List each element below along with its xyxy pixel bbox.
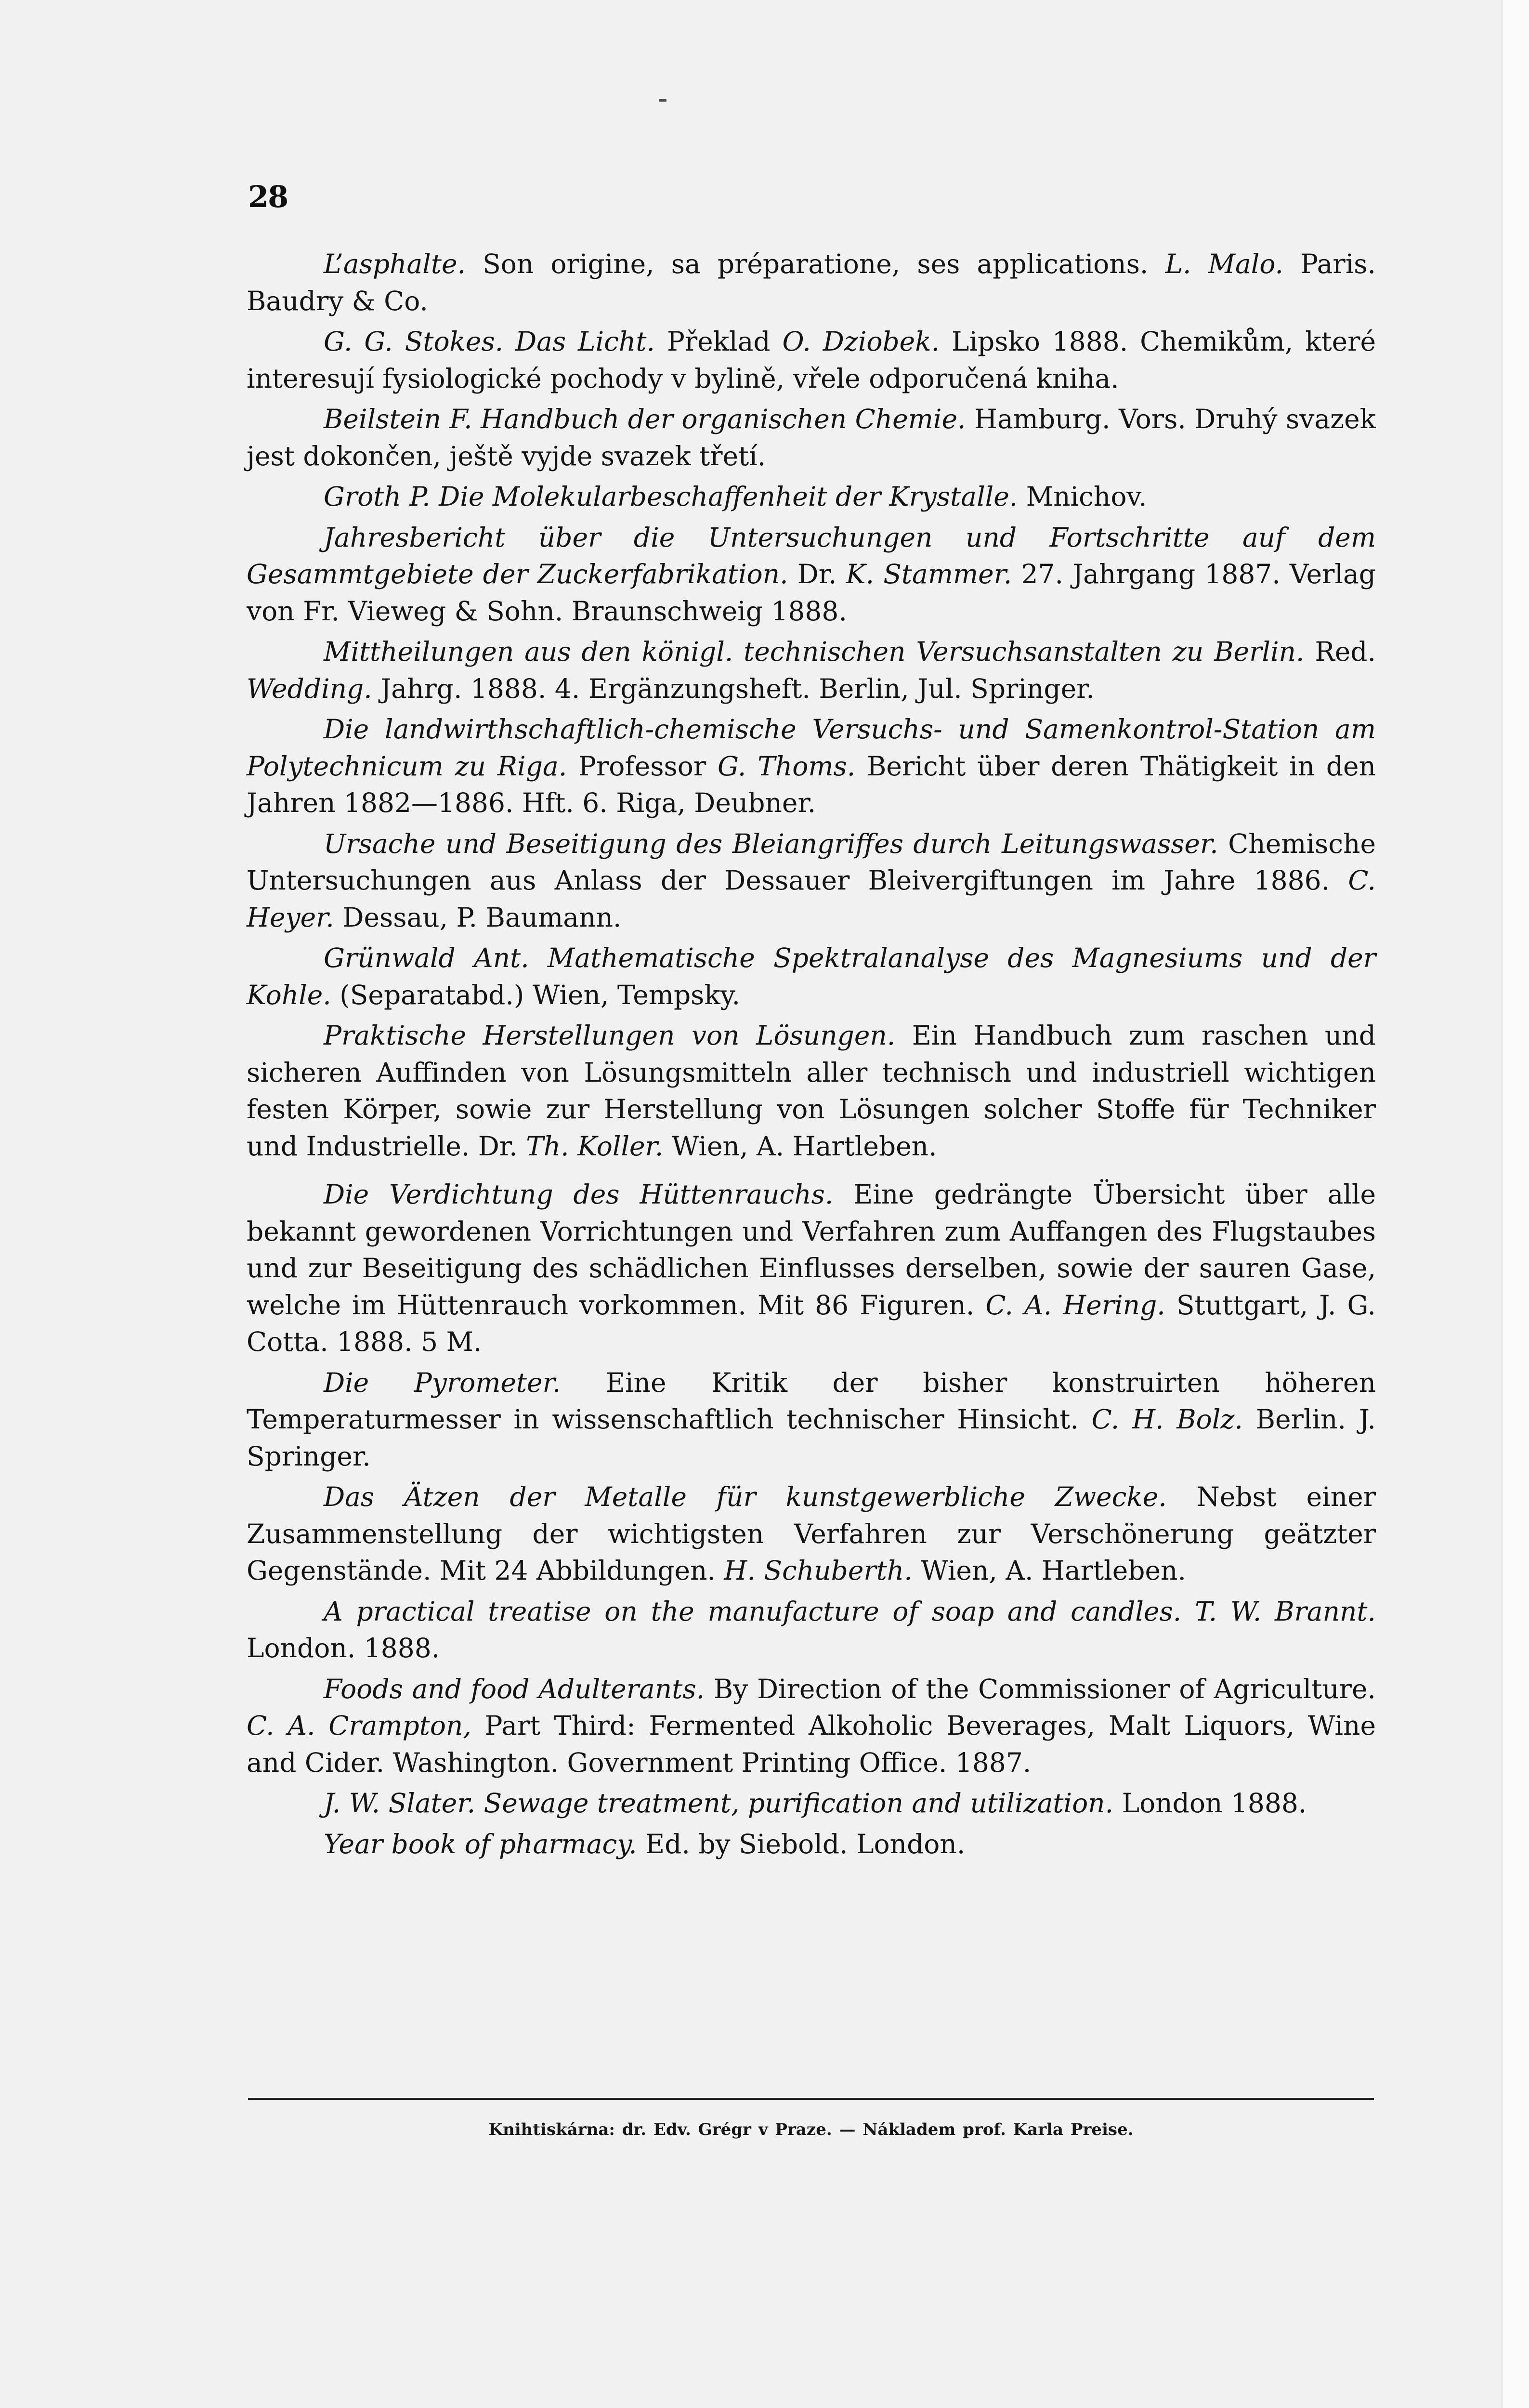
bibliography-entry xyxy=(247,1826,1376,1863)
bibliography-entry xyxy=(247,1785,1376,1822)
entry-text: Jahrg. 1888. 4. Ergänzungsheft. Berlin, Jul. Springer. xyxy=(372,673,1095,704)
entry-author: Th. Koller. xyxy=(526,1130,664,1162)
entry-title: Die landwirthschaftlich-chemische Versuchs- und Samenkontrol-Station am Polytechnicum zu Riga. xyxy=(247,714,1376,782)
entry-title: L’asphalte. xyxy=(324,249,466,279)
entry-title: Die Pyrometer. xyxy=(324,1367,561,1398)
entry-text: Nebst einer Zusammenstellung der wichtigsten Verfahren zur Verschönerung geätzter Gegenstände. Mit 24 Abbildungen. xyxy=(247,1481,1376,1586)
bibliography-entry xyxy=(247,1593,1376,1667)
entry-author: O. Dziobek. xyxy=(782,326,940,357)
entry-text: Professor xyxy=(567,750,718,782)
bibliography-entry xyxy=(247,478,1376,515)
page-number: 28 xyxy=(248,179,288,214)
entry-title: Grünwald Ant. Mathematische Spektralanalyse des Magnesiums und der Kohle. xyxy=(247,942,1376,1010)
entry-title: Beilstein F. Handbuch der organischen Chemie. xyxy=(324,404,966,434)
entry-text: Ein Handbuch zum raschen und sicheren Auffinden von Lösungsmitteln aller technisch und industriell wichtigen festen Körper, sowie zur Herstellung von Lösungen solcher Stoffe für Techniker und Industrielle. Dr. xyxy=(247,1020,1376,1162)
entry-author: K. Stammer. xyxy=(846,559,1012,589)
bibliography-entry xyxy=(247,519,1376,630)
entry-author: C. A. Hering. xyxy=(985,1289,1165,1321)
bibliography-entry xyxy=(247,401,1376,474)
entry-title: Das Ätzen der Metalle für kunstgewerbliche Zwecke. xyxy=(324,1481,1167,1512)
printer-imprint: Knihtiskárna: dr. Edv. Grégr v Praze. — Nákladem prof. Karla Preise. xyxy=(488,2120,1134,2139)
entry-title: Jahresbericht über die Untersuchungen und Fortschritte auf dem Gesammtgebiete der Zuckerfabrikation. xyxy=(247,522,1376,589)
entry-text: Dessau, P. Baumann. xyxy=(334,902,622,933)
entry-title: A practical treatise on the manufacture of soap and candles. xyxy=(324,1596,1182,1627)
entry-title: Praktische Herstellungen von Lösungen. xyxy=(324,1020,896,1051)
entry-author: G. Thoms. xyxy=(717,750,856,782)
entry-author: T. W. Brannt. xyxy=(1194,1596,1376,1627)
entry-title: Year book of pharmacy. xyxy=(324,1828,637,1859)
entry-text: (Separatabd.) Wien, Tempsky. xyxy=(331,979,740,1010)
bibliography-entry xyxy=(247,246,1376,319)
bibliography-entry xyxy=(247,825,1376,936)
bibliography-entry xyxy=(247,1017,1376,1165)
entry-text: Wien, A. Hartleben. xyxy=(912,1555,1186,1586)
entry-text: Eine gedrängte Übersicht über alle bekannt gewordenen Vorrichtungen und Verfahren zum Auffangen des Flugstaubes und zur Beseitigung des schädlichen Einflusses derselben, sowie der sauren Gase, welche im Hüttenrauch vorkommen. Mit 86 Figuren. xyxy=(247,1179,1376,1321)
bibliography-entry xyxy=(247,1671,1376,1781)
bibliography-entry xyxy=(247,1176,1376,1361)
entry-author: L. Malo. xyxy=(1165,249,1283,279)
entry-text: Stuttgart, J. G. Cotta. 1888. 5 M. xyxy=(247,1289,1376,1357)
bibliography-entry xyxy=(247,1364,1376,1475)
entry-text: Hamburg. Vors. Druhý svazek jest dokončen, ještě vyjde svazek třetí. xyxy=(247,404,1376,471)
footer-rule xyxy=(248,2098,1374,2100)
entry-title: G. G. Stokes. Das Licht. xyxy=(324,326,655,357)
entry-text: By Direction of the Commissioner of Agriculture. xyxy=(705,1673,1376,1704)
scan-edge xyxy=(1502,0,1529,2408)
entry-title: J. W. Slater. Sewage treatment, purification and utilization. xyxy=(324,1788,1114,1819)
page-speck xyxy=(659,99,666,102)
entry-text: Chemische Untersuchungen aus Anlass der Dessauer Bleivergiftungen im Jahre 1886. xyxy=(247,828,1376,896)
entry-text: London. 1888. xyxy=(247,1633,440,1663)
bibliography-entry xyxy=(247,711,1376,822)
entry-author: C. Heyer. xyxy=(247,865,1376,933)
entry-title: Foods and food Adulterants. xyxy=(324,1673,705,1704)
entry-text: Eine Kritik der bisher konstruirten höheren Temperaturmesser in wissenschaftlich technischer Hinsicht. xyxy=(247,1367,1376,1435)
entry-author: Wedding. xyxy=(247,673,372,704)
entry-text: Bericht über deren Thätigkeit in den Jahren 1882—1886. Hft. 6. Riga, Deubner. xyxy=(247,750,1376,818)
entry-title: Mittheilungen aus den königl. technischen Versuchsanstalten zu Berlin. xyxy=(324,636,1305,667)
entry-title: Groth P. Die Molekularbeschaffenheit der Krystalle. xyxy=(324,481,1018,512)
entry-text: Lipsko 1888. Chemikům, které interesují fysiologické pochody v bylině, vřele odporučená kniha. xyxy=(247,326,1376,394)
entry-text: Paris. Baudry & Co. xyxy=(247,249,1376,316)
bibliography-entry xyxy=(247,1479,1376,1589)
bibliography-entry xyxy=(247,633,1376,707)
entry-text: Dr. xyxy=(788,559,846,589)
entry-text: Ed. by Siebold. London. xyxy=(637,1828,966,1859)
entry-text: Překlad xyxy=(654,326,783,357)
entry-text xyxy=(1181,1596,1195,1627)
entry-author: H. Schuberth. xyxy=(724,1555,913,1586)
entry-text: London 1888. xyxy=(1113,1788,1307,1819)
bibliography-entry xyxy=(247,323,1376,397)
entry-text: Mnichov. xyxy=(1018,481,1147,512)
entry-text: Son origine, sa préparatione, ses applications. xyxy=(465,249,1165,279)
entry-text: Red. xyxy=(1304,636,1376,667)
entry-text: 27. Jahrgang 1887. Verlag von Fr. Vieweg & Sohn. Braunschweig 1888. xyxy=(247,559,1376,627)
entry-author: C. A. Crampton, xyxy=(247,1710,471,1741)
entry-text: Wien, A. Hartleben. xyxy=(663,1130,937,1162)
bibliography-entry xyxy=(247,940,1376,1013)
entry-title: Ursache und Beseitigung des Bleiangriffes durch Leitungswasser. xyxy=(324,828,1218,859)
entry-text: Part Third: Fermented Alkoholic Beverages, Malt Liquors, Wine and Cider. Washington. Government Printing Office. 1887. xyxy=(247,1710,1376,1778)
bibliography-list xyxy=(247,246,1376,1866)
entry-author: C. H. Bolz. xyxy=(1091,1404,1243,1435)
entry-title: Die Verdichtung des Hüttenrauchs. xyxy=(324,1179,834,1210)
entry-text: Berlin. J. Springer. xyxy=(247,1404,1376,1472)
